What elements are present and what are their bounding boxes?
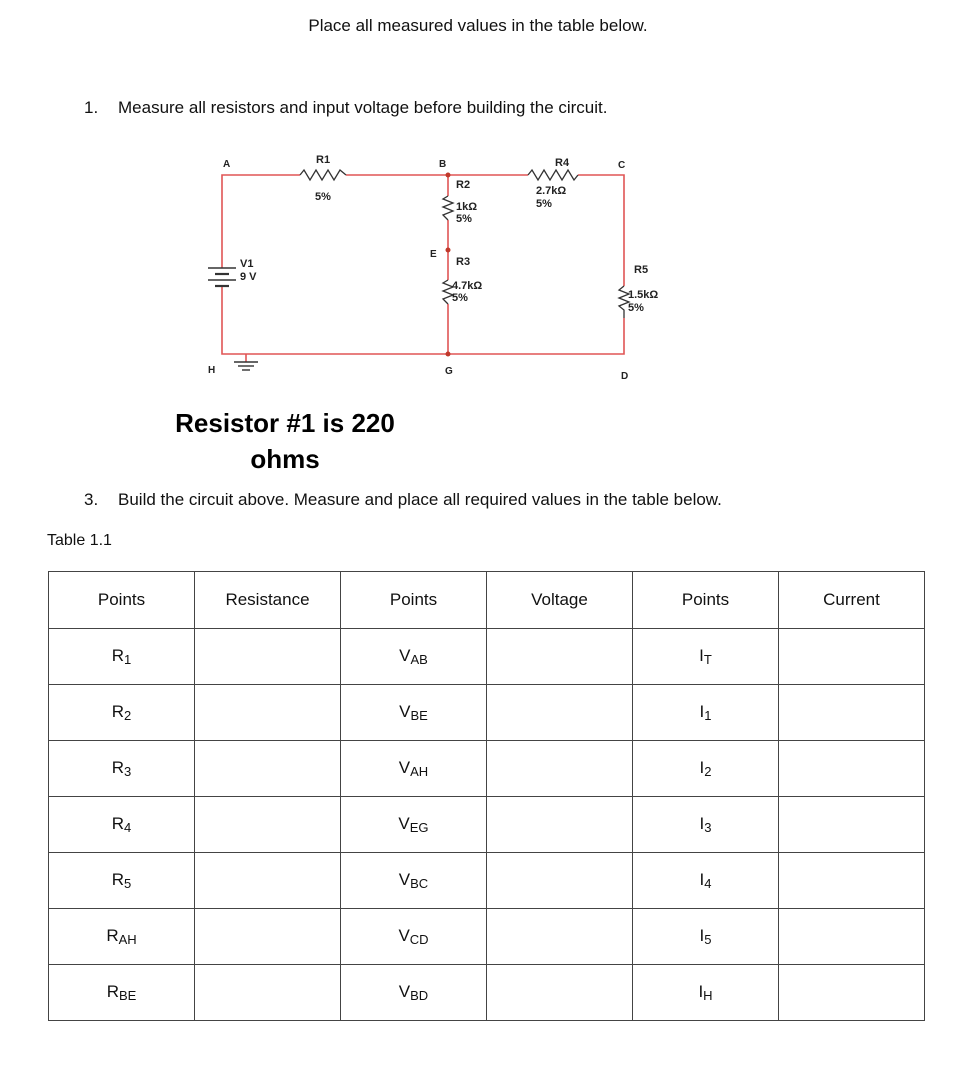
current-point: $I_5$	[633, 909, 779, 965]
r2-name: R2	[456, 179, 471, 191]
resistance-cell[interactable]	[195, 965, 341, 1021]
node-c-label: C	[618, 160, 626, 171]
current-point: $I_T$	[633, 629, 779, 685]
voltage-point: $V_{BC}$	[341, 853, 487, 909]
node-e-label: E	[430, 249, 437, 260]
header-voltage: Voltage	[487, 572, 633, 629]
step-3-number: 3.	[84, 490, 99, 509]
resistor-point: $R_5$	[49, 853, 195, 909]
step-1-number: 1.	[84, 98, 99, 117]
current-cell[interactable]	[779, 797, 925, 853]
table-row	[49, 965, 925, 1021]
table-row	[49, 797, 925, 853]
wire-top-right	[578, 175, 624, 286]
header-points-voltage: Points	[341, 572, 487, 629]
voltage-cell[interactable]	[487, 853, 633, 909]
voltage-point: $V_{AH}$	[341, 741, 487, 797]
r3-name: R3	[456, 256, 471, 268]
voltage-point: $V_{BE}$	[341, 685, 487, 741]
v1-name: V1	[240, 258, 254, 270]
resistor-note-line-2: ohms	[250, 444, 320, 474]
node-e-dot	[446, 248, 451, 253]
table-row	[49, 685, 925, 741]
voltage-cell[interactable]	[487, 685, 633, 741]
node-d-label: D	[621, 371, 629, 382]
r2-value: 1kΩ	[456, 201, 478, 213]
ground-icon	[234, 362, 258, 370]
table-caption: Table 1.1	[47, 532, 112, 549]
r3-tolerance: 5%	[452, 292, 468, 304]
table-row	[49, 909, 925, 965]
current-point: $I_4$	[633, 853, 779, 909]
resistor-point: $R_3$	[49, 741, 195, 797]
table-header-row	[49, 572, 925, 629]
resistor-r2-icon	[443, 196, 453, 220]
current-cell[interactable]	[779, 685, 925, 741]
r3-value: 4.7kΩ	[452, 280, 483, 292]
r5-name: R5	[634, 264, 649, 276]
node-g-dot	[446, 352, 451, 357]
circuit-diagram	[0, 0, 956, 400]
resistor-point: $R_{AH}$	[49, 909, 195, 965]
node-g-label: G	[445, 366, 453, 377]
step-3	[84, 490, 722, 510]
r4-value: 2.7kΩ	[536, 185, 567, 197]
resistor-r4-icon	[528, 170, 578, 180]
resistance-cell[interactable]	[195, 629, 341, 685]
wire-left-top	[222, 175, 300, 268]
resistance-cell[interactable]	[195, 685, 341, 741]
wire-bottom	[222, 286, 624, 354]
resistor-point: $R_2$	[49, 685, 195, 741]
resistance-cell[interactable]	[195, 853, 341, 909]
resistor-r1-icon	[300, 170, 346, 180]
voltage-point: $V_{BD}$	[341, 965, 487, 1021]
table-row	[49, 629, 925, 685]
current-point: $I_1$	[633, 685, 779, 741]
v1-value: 9 V	[240, 271, 257, 283]
r4-name: R4	[555, 157, 570, 169]
node-a-label: A	[223, 159, 231, 170]
current-cell[interactable]	[779, 629, 925, 685]
table-row	[49, 741, 925, 797]
current-cell[interactable]	[779, 853, 925, 909]
step-3-text: Build the circuit above. Measure and place all required values in the table below.	[118, 490, 722, 509]
current-point: $I_2$	[633, 741, 779, 797]
measurement-table	[48, 571, 925, 1021]
resistance-cell[interactable]	[195, 741, 341, 797]
node-h-label: H	[208, 365, 216, 376]
r1-tolerance: 5%	[315, 191, 331, 203]
node-b-label: B	[439, 159, 447, 170]
resistance-cell[interactable]	[195, 909, 341, 965]
voltage-cell[interactable]	[487, 629, 633, 685]
battery-v1-icon	[208, 268, 236, 286]
voltage-cell[interactable]	[487, 909, 633, 965]
header-resistance: Resistance	[195, 572, 341, 629]
page-heading: Place all measured values in the table below.	[308, 16, 648, 35]
resistor-note-line-1: Resistor #1 is 220	[175, 408, 395, 438]
r2-tolerance: 5%	[456, 213, 472, 225]
resistor-point: $R_{BE}$	[49, 965, 195, 1021]
header-points-resistance: Points	[49, 572, 195, 629]
header-current: Current	[779, 572, 925, 629]
voltage-point: $V_{AB}$	[341, 629, 487, 685]
table-row	[49, 853, 925, 909]
voltage-cell[interactable]	[487, 965, 633, 1021]
circuit-wires	[222, 175, 624, 362]
header-points-current: Points	[633, 572, 779, 629]
step-1-text: Measure all resistors and input voltage before building the circuit.	[118, 98, 608, 117]
resistor-note	[140, 405, 430, 477]
voltage-cell[interactable]	[487, 797, 633, 853]
r1-name: R1	[316, 154, 331, 166]
current-point: $I_H$	[633, 965, 779, 1021]
resistor-point: $R_4$	[49, 797, 195, 853]
current-point: $I_3$	[633, 797, 779, 853]
current-cell[interactable]	[779, 741, 925, 797]
voltage-point: $V_{CD}$	[341, 909, 487, 965]
current-cell[interactable]	[779, 965, 925, 1021]
node-b-dot	[446, 173, 451, 178]
r4-tolerance: 5%	[536, 198, 552, 210]
voltage-point: $V_{EG}$	[341, 797, 487, 853]
current-cell[interactable]	[779, 909, 925, 965]
voltage-cell[interactable]	[487, 741, 633, 797]
resistance-cell[interactable]	[195, 797, 341, 853]
r5-value: 1.5kΩ	[628, 289, 659, 301]
resistor-point: $R_1$	[49, 629, 195, 685]
r5-tolerance: 5%	[628, 302, 644, 314]
